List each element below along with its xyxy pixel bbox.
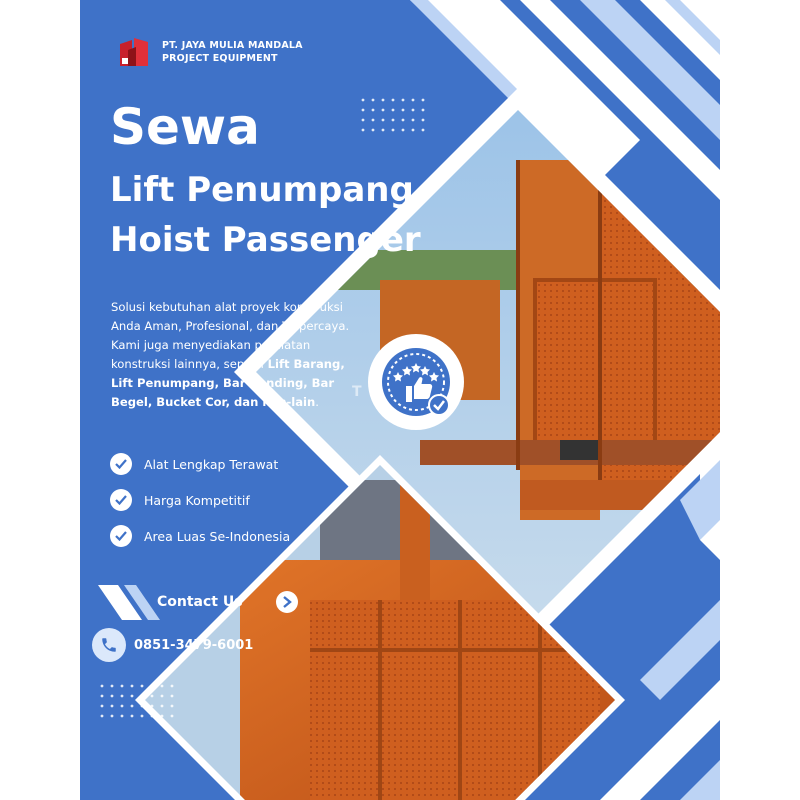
poster [80, 0, 720, 800]
description-intro: Solusi kebutuhan alat proyek konstruksi Anda Aman, Profesional, dan Terpercaya. Kami juga menyediakan peralatan konstruksi lainnya, seperti [111, 300, 350, 371]
phone-contact[interactable] [92, 628, 253, 662]
headline-line-2: Lift Penumpang [110, 170, 414, 210]
contact-us-label: Contact Us [157, 594, 243, 610]
headline-line-3: Hoist Passenger [110, 220, 421, 260]
feature-label: Harga Kompetitif [144, 492, 250, 508]
company-name: PT. JAYA MULIA MANDALA [162, 40, 303, 51]
check-circle-icon [110, 489, 132, 511]
thumbs-up-stars-badge-icon [368, 334, 464, 430]
feature-label: Alat Lengkap Terawat [144, 456, 279, 472]
feature-item [110, 525, 290, 547]
company-tagline: PROJECT EQUIPMENT [162, 53, 278, 64]
chevron-right-icon [276, 591, 298, 613]
description-end: . [315, 395, 319, 409]
description-highlight: Lift Barang, Lift Penumpang, Bar Bending, Bar Begel, Bucket Cor, dan lain-lain [111, 357, 345, 409]
phone-icon [92, 628, 126, 662]
headline-line-1: Sewa [110, 98, 260, 156]
dot-grid-top [362, 99, 425, 132]
contact-us-button[interactable] [104, 583, 284, 621]
feature-label: Area Luas Se-Indonesia [144, 528, 291, 544]
feature-item [110, 453, 278, 475]
check-circle-icon [110, 525, 132, 547]
watermark: T [352, 384, 362, 400]
check-circle-icon [110, 453, 132, 475]
description [111, 298, 359, 412]
phone-number: 0851-3479-6001 [134, 637, 254, 653]
company-brand [118, 36, 303, 68]
building-logo-icon [118, 36, 154, 68]
feature-item [110, 489, 250, 511]
